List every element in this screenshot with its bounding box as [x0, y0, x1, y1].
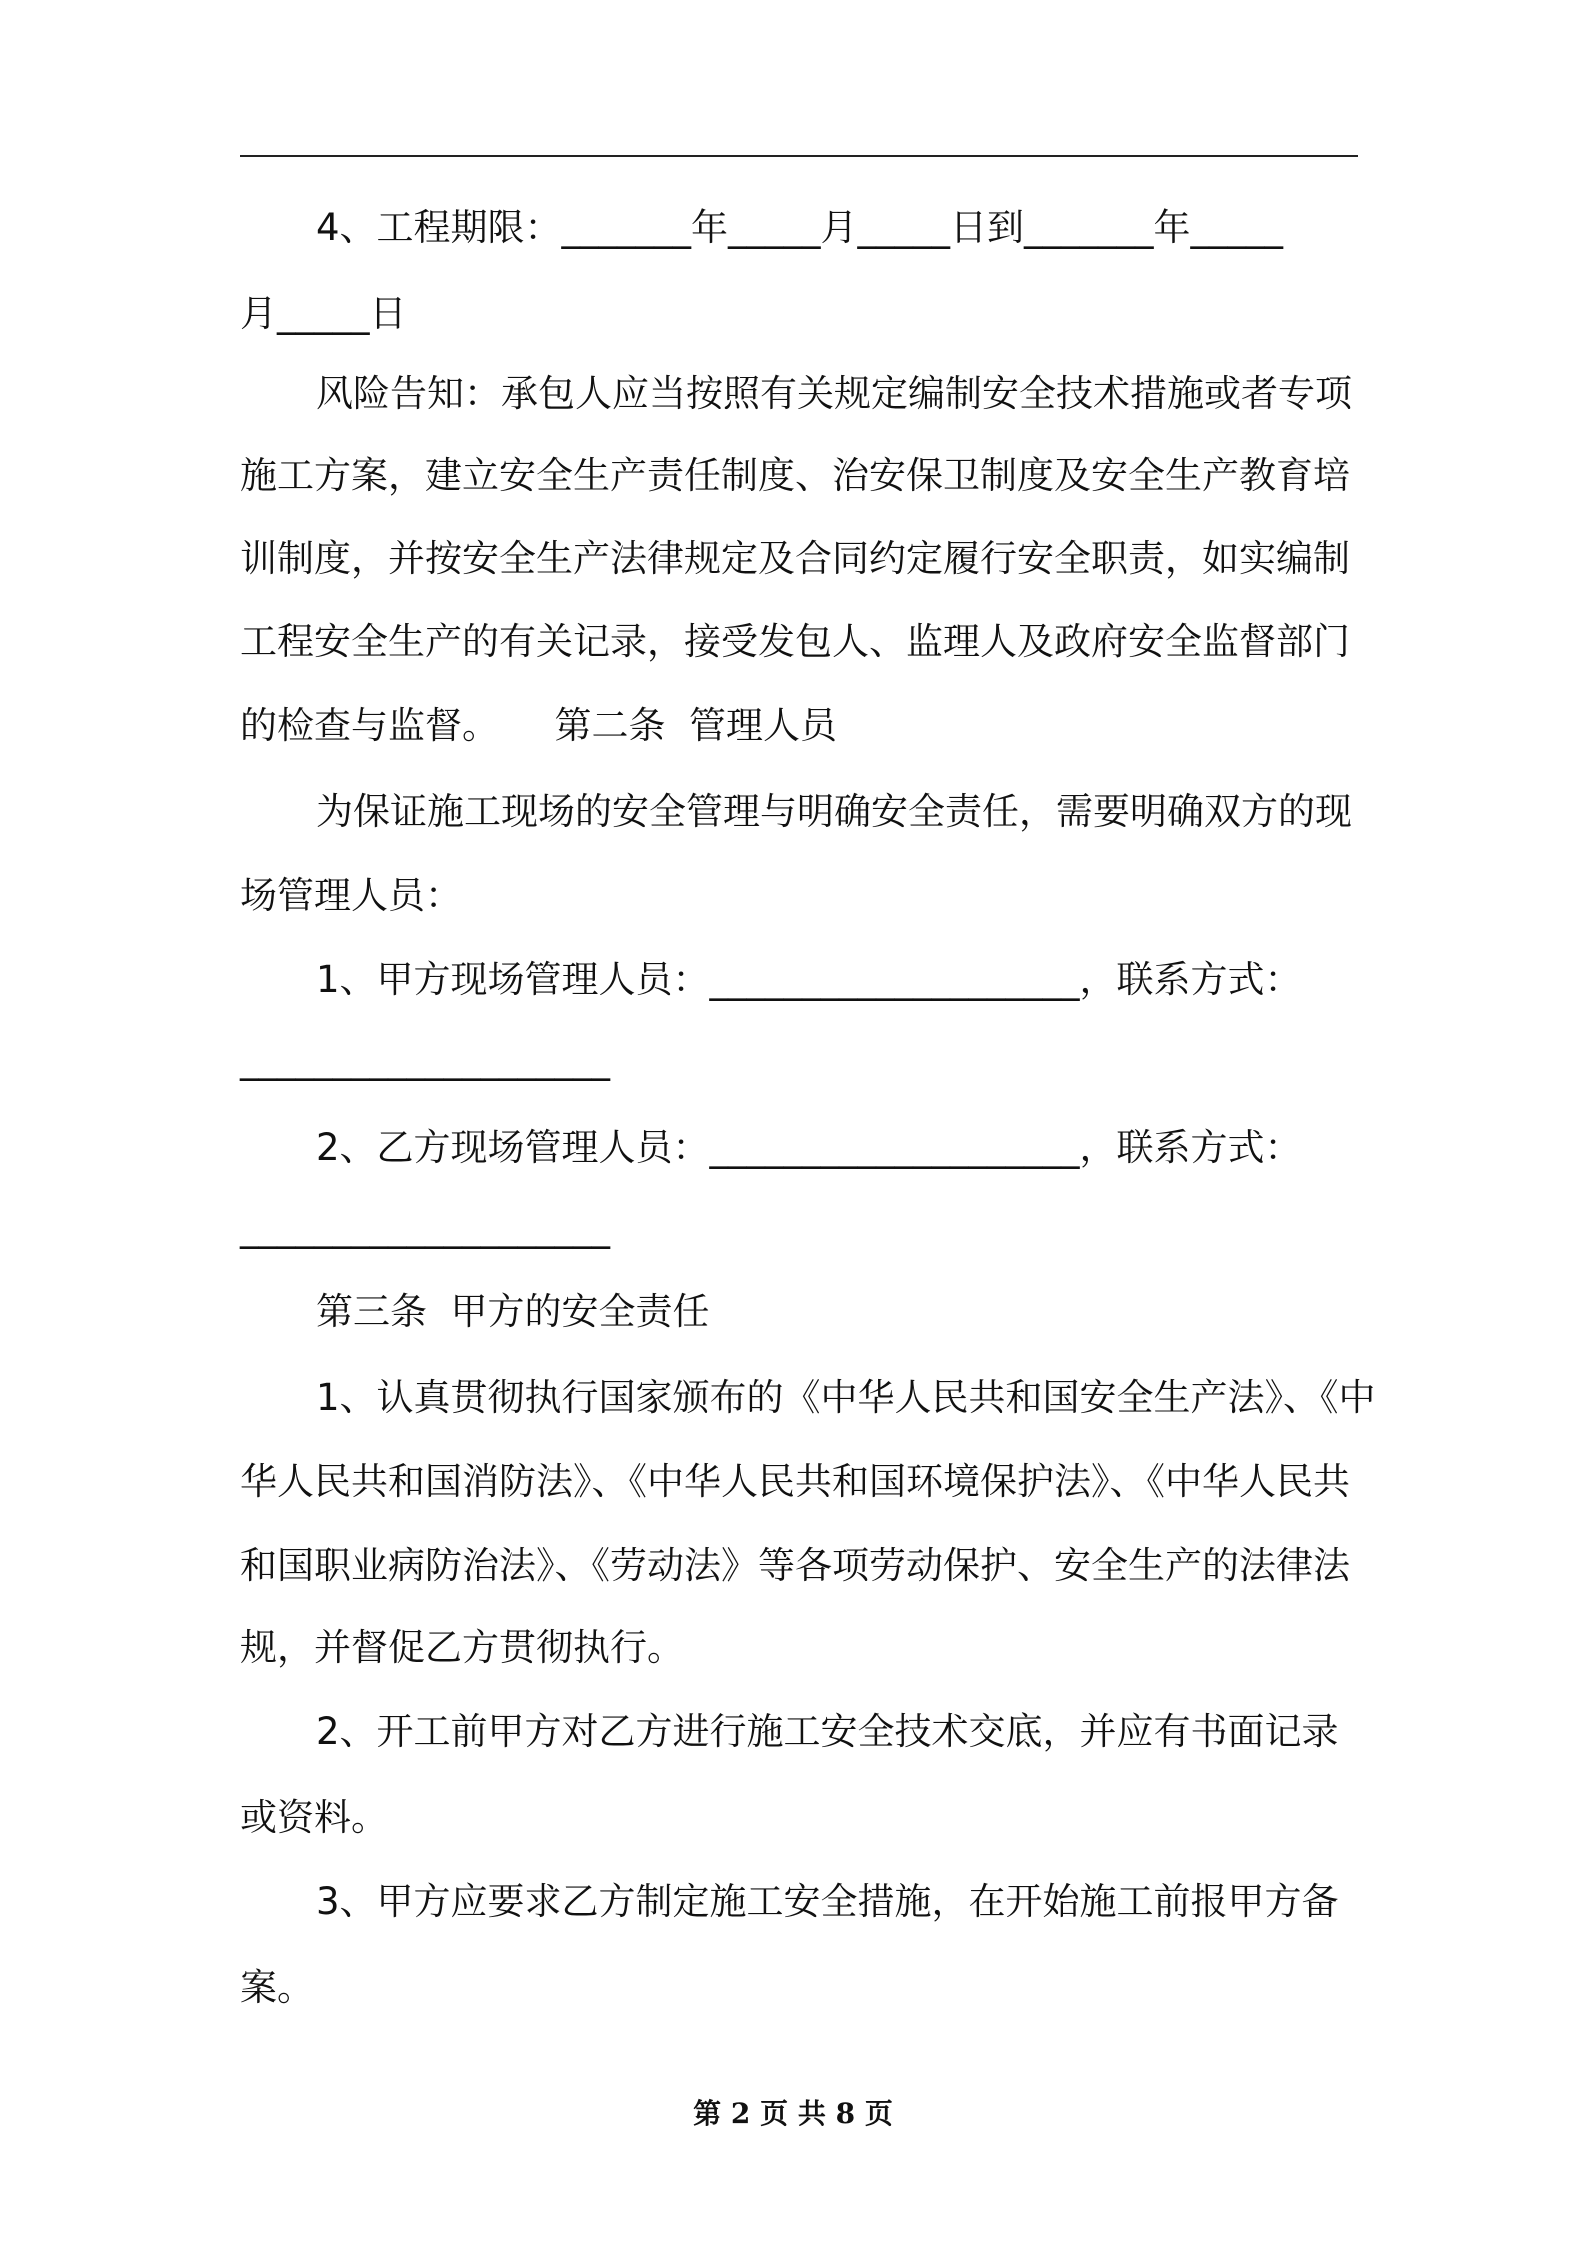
section-heading: 第三条 甲方的安全责任	[316, 1290, 710, 1333]
text-line: 2、乙方现场管理人员：____________________，联系方式：	[316, 1126, 1302, 1169]
text-line: 4、工程期限：_______年_____月_____日到_______年_____	[316, 206, 1284, 249]
text-line: 华人民共和国消防法》、《中华人民共和国环境保护法》、《中华人民共	[240, 1460, 1350, 1503]
text-line: 训制度，并按安全生产法律规定及合同约定履行安全职责，如实编制	[240, 537, 1350, 580]
text-line: 工程安全生产的有关记录，接受发包人、监理人及政府安全监督部门	[240, 620, 1350, 663]
text-line: 1、甲方现场管理人员：____________________，联系方式：	[316, 958, 1302, 1001]
text-line: ____________________	[240, 1206, 610, 1249]
text-line: 2、开工前甲方对乙方进行施工安全技术交底，并应有书面记录	[316, 1710, 1339, 1753]
text-line: ____________________	[240, 1038, 610, 1081]
text-line: 月_____日	[240, 292, 407, 335]
text-line: 的检查与监督。 第二条 管理人员	[240, 704, 838, 747]
text-line: 为保证施工现场的安全管理与明确安全责任，需要明确双方的现	[316, 790, 1352, 833]
text-line: 规，并督促乙方贯彻执行。	[240, 1626, 684, 1669]
text-line: 案。	[240, 1966, 314, 2009]
text-line: 风险告知：承包人应当按照有关规定编制安全技术措施或者专项	[316, 372, 1352, 415]
text-line: 3、甲方应要求乙方制定施工安全措施，在开始施工前报甲方备	[316, 1880, 1339, 1923]
text-line: 或资料。	[240, 1796, 388, 1839]
header-rule	[240, 155, 1358, 157]
text-line: 施工方案，建立安全生产责任制度、治安保卫制度及安全生产教育培	[240, 454, 1350, 497]
text-line: 1、认真贯彻执行国家颁布的《中华人民共和国安全生产法》、《中	[316, 1376, 1376, 1419]
text-line: 场管理人员：	[240, 874, 462, 917]
page-number: 第 2 页 共 8 页	[693, 2097, 893, 2130]
text-line: 和国职业病防治法》、《劳动法》等各项劳动保护、安全生产的法律法	[240, 1544, 1350, 1587]
